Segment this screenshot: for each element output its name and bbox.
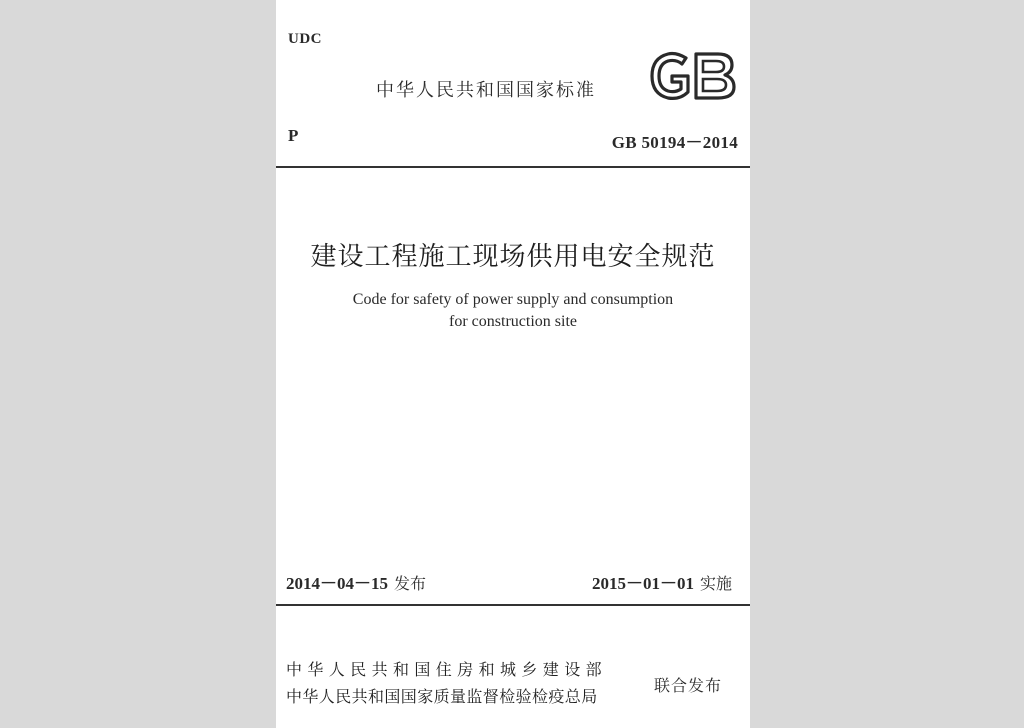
issue-date-block [286,569,426,594]
national-standard-heading: 中华人民共和国国家标准 [376,80,596,101]
udc-label: UDC [288,31,322,47]
top-divider [276,166,750,168]
effective-date-block [592,569,732,594]
issuer-ministry-housing: 中华人民共和国住房和城乡建设部 [286,660,608,679]
effective-label: 实施 [699,574,732,593]
joint-release-label: 联合发布 [654,676,723,695]
classification-code: P [288,126,299,145]
standard-number: GB 50194－2014 [611,133,738,152]
bottom-divider [276,604,750,606]
gb-logo-icon [646,48,740,104]
effective-date: 2015－01－01 [591,574,694,593]
issuer-aqsiq: 中华人民共和国国家质量监督检验检疫总局 [286,687,598,706]
standard-cover-page [276,0,750,728]
title-english-line-1: Code for safety of power supply and consumption [352,291,674,308]
title-english-line-2: for construction site [449,313,577,330]
issue-date: 2014－04－15 [286,574,388,593]
issue-label: 发布 [394,574,427,593]
title-chinese: 建设工程施工现场供用电安全规范 [310,242,716,272]
